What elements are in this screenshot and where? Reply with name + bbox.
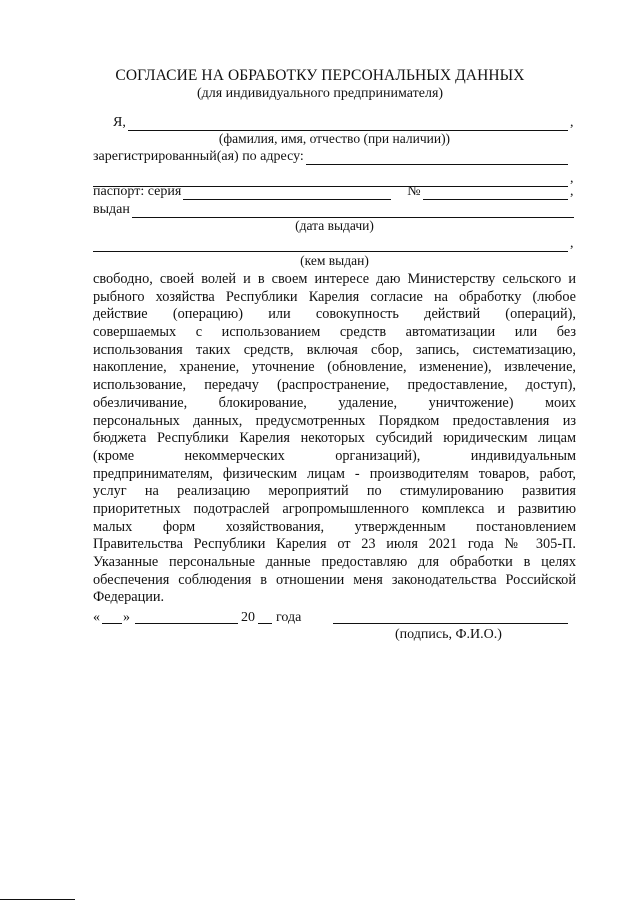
body-line: Правительства Республики Карелия от 23 июля 2021 года № 305-П. — [93, 536, 576, 553]
body-line: малых форм хозяйствования, утвержденным постановлением — [93, 518, 576, 535]
body-line: предпринимателям, физическим лицам - производителям товаров, работ, — [93, 465, 576, 482]
document-title: СОГЛАСИЕ НА ОБРАБОТКУ ПЕРСОНАЛЬНЫХ ДАННЫХ — [115, 67, 525, 84]
issued-date-field[interactable] — [132, 204, 574, 218]
body-line: использование, передачу (распространение, предоставление, доступ), — [93, 377, 576, 394]
month-field[interactable] — [135, 623, 238, 624]
quote-open: « — [93, 610, 100, 625]
body-line: действие (операцию) или совокупность действий (операций), — [93, 306, 576, 323]
passport-series-label: паспорт: серия — [93, 184, 182, 199]
comma: , — [570, 184, 574, 199]
body-line: Указанные персональные данные предоставляю для обработки в целях — [93, 554, 576, 570]
body-line: бюджета Республики Карелия некоторых субсидий юридическим лицам — [93, 430, 576, 447]
signature-row — [93, 610, 576, 628]
body-line: Федерации. — [93, 589, 165, 606]
passport-series-field[interactable] — [183, 186, 391, 200]
signature-field[interactable] — [333, 623, 568, 624]
comma: , — [570, 236, 574, 251]
issued-by-row — [93, 234, 576, 252]
issued-row — [93, 200, 576, 218]
issued-by-caption: (кем выдан) — [300, 253, 369, 268]
issued-label: выдан — [93, 202, 130, 217]
comma: , — [570, 171, 574, 186]
signature-caption: (подпись, Ф.И.О.) — [395, 627, 502, 642]
passport-number-label: № — [407, 184, 421, 199]
fio-caption: (фамилия, имя, отчество (при наличии)) — [218, 131, 451, 146]
address-field[interactable] — [306, 151, 568, 165]
body-line: использования таких средств, включая сбор, запись, систематизацию, — [93, 341, 576, 358]
document-subtitle: (для индивидуального предпринимателя) — [196, 86, 444, 101]
fio-field[interactable] — [128, 117, 568, 131]
body-line: обеспечения соблюдения в отношении меня законодательства Российской — [93, 571, 576, 588]
body-line: услуг на реализацию мероприятий по стимулированию развития — [93, 483, 576, 500]
address-row — [93, 147, 576, 165]
year-field[interactable] — [258, 623, 272, 624]
quote-close: » — [123, 610, 130, 625]
ya-label: Я, — [113, 115, 126, 130]
consent-body — [93, 271, 576, 607]
body-line: накопление, хранение, уточнение (обновление, изменение), извлечение, — [93, 359, 576, 376]
passport-number-field[interactable] — [423, 186, 568, 200]
body-line: рыбного хозяйства Республики Карелия согласие на обработку (любое — [93, 288, 576, 305]
body-line: (кроме некоммерческих организаций), индивидуальным — [93, 447, 576, 464]
fio-row — [113, 113, 576, 131]
body-line: свободно, своей волей и в своем интересе даю Министерству сельского и — [93, 271, 576, 287]
body-line: совершаемых с использованием средств автоматизации или без — [93, 324, 576, 341]
passport-row — [93, 182, 576, 200]
issue-date-caption: (дата выдачи) — [295, 218, 374, 233]
body-line: приоритетных подотраслей агропромышленного комплекса и развитию — [93, 500, 576, 517]
year-prefix: 20 — [241, 610, 255, 625]
year-suffix: года — [276, 610, 302, 625]
day-field[interactable] — [102, 623, 122, 624]
body-line: обезличивание, блокирование, удаление, уничтожение) моих — [93, 394, 576, 411]
issued-by-field[interactable] — [93, 238, 568, 252]
comma: , — [570, 115, 574, 130]
body-line: персональных данных, предусмотренных Порядком предоставления из — [93, 412, 576, 429]
footnote-rule — [0, 899, 75, 900]
address-label: зарегистрированный(ая) по адресу: — [93, 149, 304, 164]
